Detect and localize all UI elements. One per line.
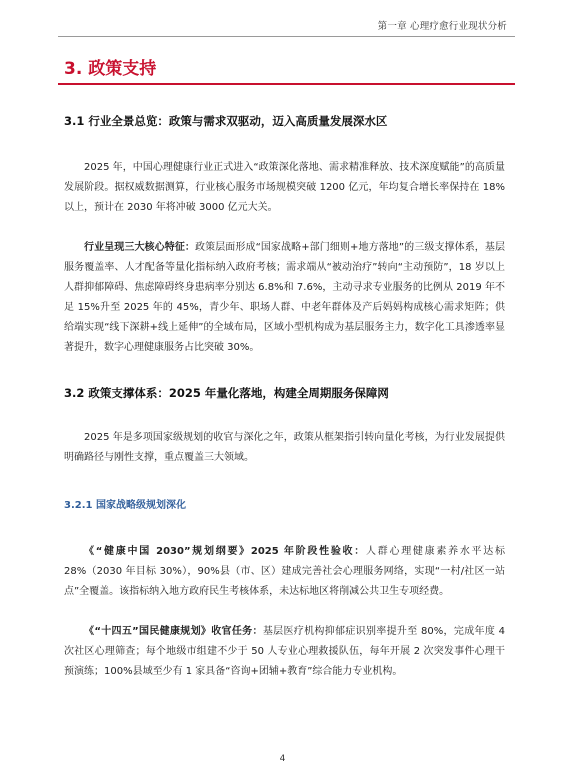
- section-3-2-1-item-2-body: 基层医疗机构抑郁症识别率提升至 80%，完成年度 4 次社区心理筛查；每个地级市组建不少于 50 人专业心理救援队伍，每年开展 2 次突发事件心理干预演练；100%县域至少有 1 家具备“咨询+团辅+教育”综合能力专业机构。: [64, 626, 505, 677]
- document-body: [64, 112, 505, 682]
- section-3-1-paragraph-2-lead: 行业呈现三大核心特征：: [84, 242, 196, 253]
- header-divider: [58, 36, 515, 37]
- section-3-2-1-item-2-lead: 《“十四五”国民健康规划》收官任务：: [84, 626, 263, 637]
- section-3-1-paragraph-1: 2025 年，中国心理健康行业正式进入“政策深化落地、需求精准释放、技术深度赋能”的高质量发展阶段。据权威数据测算，行业核心服务市场规模突破 1200 亿元，年均复合增长率保持在 18%以上，预计在 2030 年将冲破 3000 亿元大关。: [64, 162, 505, 213]
- section-3-2-paragraph-1: 2025 年是多项国家级规划的收官与深化之年，政策从框架指引转向量化考核，为行业发展提供明确路径与刚性支撑，重点覆盖三大领域。: [64, 432, 505, 463]
- running-header: 第一章 心理疗愈行业现状分析: [377, 21, 507, 32]
- section-3-2-1-item-1-body: 人群心理健康素养水平达标 28%（2030 年目标 30%），90%县（市、区）建成完善社会心理服务网络，实现“一村/社区一站点”全覆盖。该指标纳入地方政府民生考核体系，未达标地区将削减公共卫生专项经费。: [64, 546, 505, 597]
- section-3-2-1-heading: 3.2.1 国家战略级规划深化: [64, 500, 186, 511]
- section-3-2-heading: 3.2 政策支撑体系：2025 年量化落地，构建全周期服务保障网: [64, 386, 389, 400]
- section-3-1-paragraph-2-body: 政策层面形成“国家战略+部门细则+地方落地”的三级支撑体系，基层服务覆盖率、人才配备等量化指标纳入政府考核；需求端从“被动治疗”转向“主动预防”，18 岁以上人群抑郁障碍、焦虑障碍终身患病率分别达 6.8%和 7.6%，主动寻求专业服务的比例从 2019 年不足 15%升至 2025 年的 45%，青少年、职场人群、中老年群体及产后妈妈构成核心需求矩阵；供给端实现“线下深耕+线上延伸”的全域布局，区域小型机构成为基层服务主力，数字化工具渗透率显著提升，数字心理健康服务占比突破 30%。: [64, 242, 505, 353]
- section-3-2-1-item-2: [64, 622, 505, 682]
- chapter-title-underline: [58, 83, 515, 85]
- section-3-2-1-item-1-lead: 《“健康中国 2030”规划纲要》2025 年阶段性验收：: [84, 546, 367, 557]
- section-3-1-paragraph-2: [64, 238, 505, 358]
- section-3-2-1-item-1: [64, 542, 505, 602]
- chapter-title: 3. 政策支持: [64, 59, 157, 79]
- section-3-1-heading: 3.1 行业全景总览：政策与需求双驱动，迈入高质量发展深水区: [64, 114, 388, 128]
- page-number: 4: [279, 754, 286, 764]
